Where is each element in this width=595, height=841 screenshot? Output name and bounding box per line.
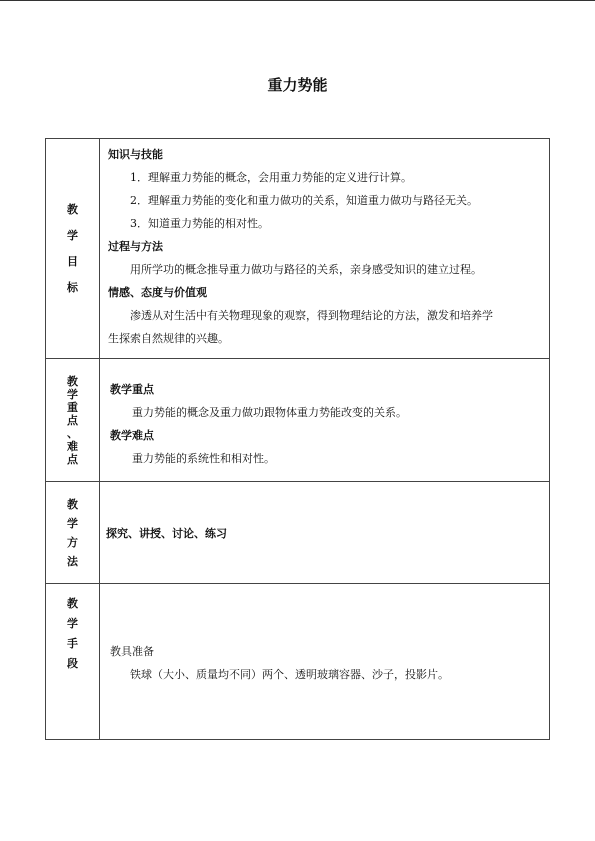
process-text: 用所学功的概念推导重力做功与路径的关系，亲身感受知识的建立过程。: [130, 263, 482, 276]
top-rule: [0, 0, 595, 1]
emotion-text-cont: 生探索自然规律的兴趣。: [108, 332, 229, 345]
label-char: 重: [67, 400, 78, 414]
lesson-plan-table: [45, 138, 550, 740]
emotion-heading: 情感、态度与价值观: [108, 286, 207, 299]
process-heading: 过程与方法: [108, 240, 163, 253]
label-keypoints: [46, 359, 100, 482]
content-objectives: [100, 139, 550, 359]
emotion-text: 渗透从对生活中有关物理现象的观察，得到物理结论的方法，激发和培养学: [130, 309, 493, 322]
label-char: 教: [67, 202, 78, 216]
label-char: 学: [67, 516, 78, 530]
label-char: 学: [67, 387, 78, 401]
label-char: 教: [67, 374, 78, 388]
label-char: 标: [67, 280, 78, 294]
method-text: 探究、讲授、讨论、练习: [106, 526, 227, 540]
content-method: [100, 482, 550, 584]
means-heading: 教具准备: [110, 645, 154, 658]
row-means: [46, 584, 550, 740]
label-char: 难: [67, 439, 78, 453]
knowledge-heading: 知识与技能: [108, 148, 163, 161]
knowledge-item: 3．知道重力势能的相对性。: [130, 217, 269, 230]
page-title: 重力势能: [267, 76, 328, 94]
content-means: [100, 584, 550, 740]
label-means: [46, 584, 100, 740]
label-char: 教: [67, 497, 78, 511]
label-char: 法: [67, 554, 78, 568]
label-char: 段: [67, 657, 78, 670]
key-text: 重力势能的概念及重力做功跟物体重力势能改变的关系。: [132, 406, 407, 419]
label-char: 点: [67, 413, 78, 427]
label-char: 手: [67, 637, 78, 650]
label-objectives: [46, 139, 100, 359]
label-char: 教: [67, 597, 78, 610]
content-keypoints: [100, 359, 550, 482]
label-char: 点: [67, 452, 78, 466]
knowledge-item: 1．理解重力势能的概念，会用重力势能的定义进行计算。: [130, 171, 412, 184]
label-char: 目: [67, 254, 78, 268]
knowledge-item: 2．理解重力势能的变化和重力做功的关系，知道重力做功与路径无关。: [130, 194, 478, 207]
label-char: 学: [67, 617, 78, 630]
means-text: 铁球（大小、质量均不同）两个、透明玻璃容器、沙子，投影片。: [130, 668, 449, 681]
label-char: 、: [67, 426, 78, 440]
key-heading: 教学重点: [110, 383, 154, 396]
row-objectives: [46, 139, 550, 359]
difficulty-text: 重力势能的系统性和相对性。: [132, 452, 275, 465]
label-method: [46, 482, 100, 584]
label-char: 学: [67, 228, 78, 242]
difficulty-heading: 教学难点: [110, 429, 154, 442]
row-method: [46, 482, 550, 584]
row-keypoints: [46, 359, 550, 482]
label-char: 方: [67, 535, 78, 549]
